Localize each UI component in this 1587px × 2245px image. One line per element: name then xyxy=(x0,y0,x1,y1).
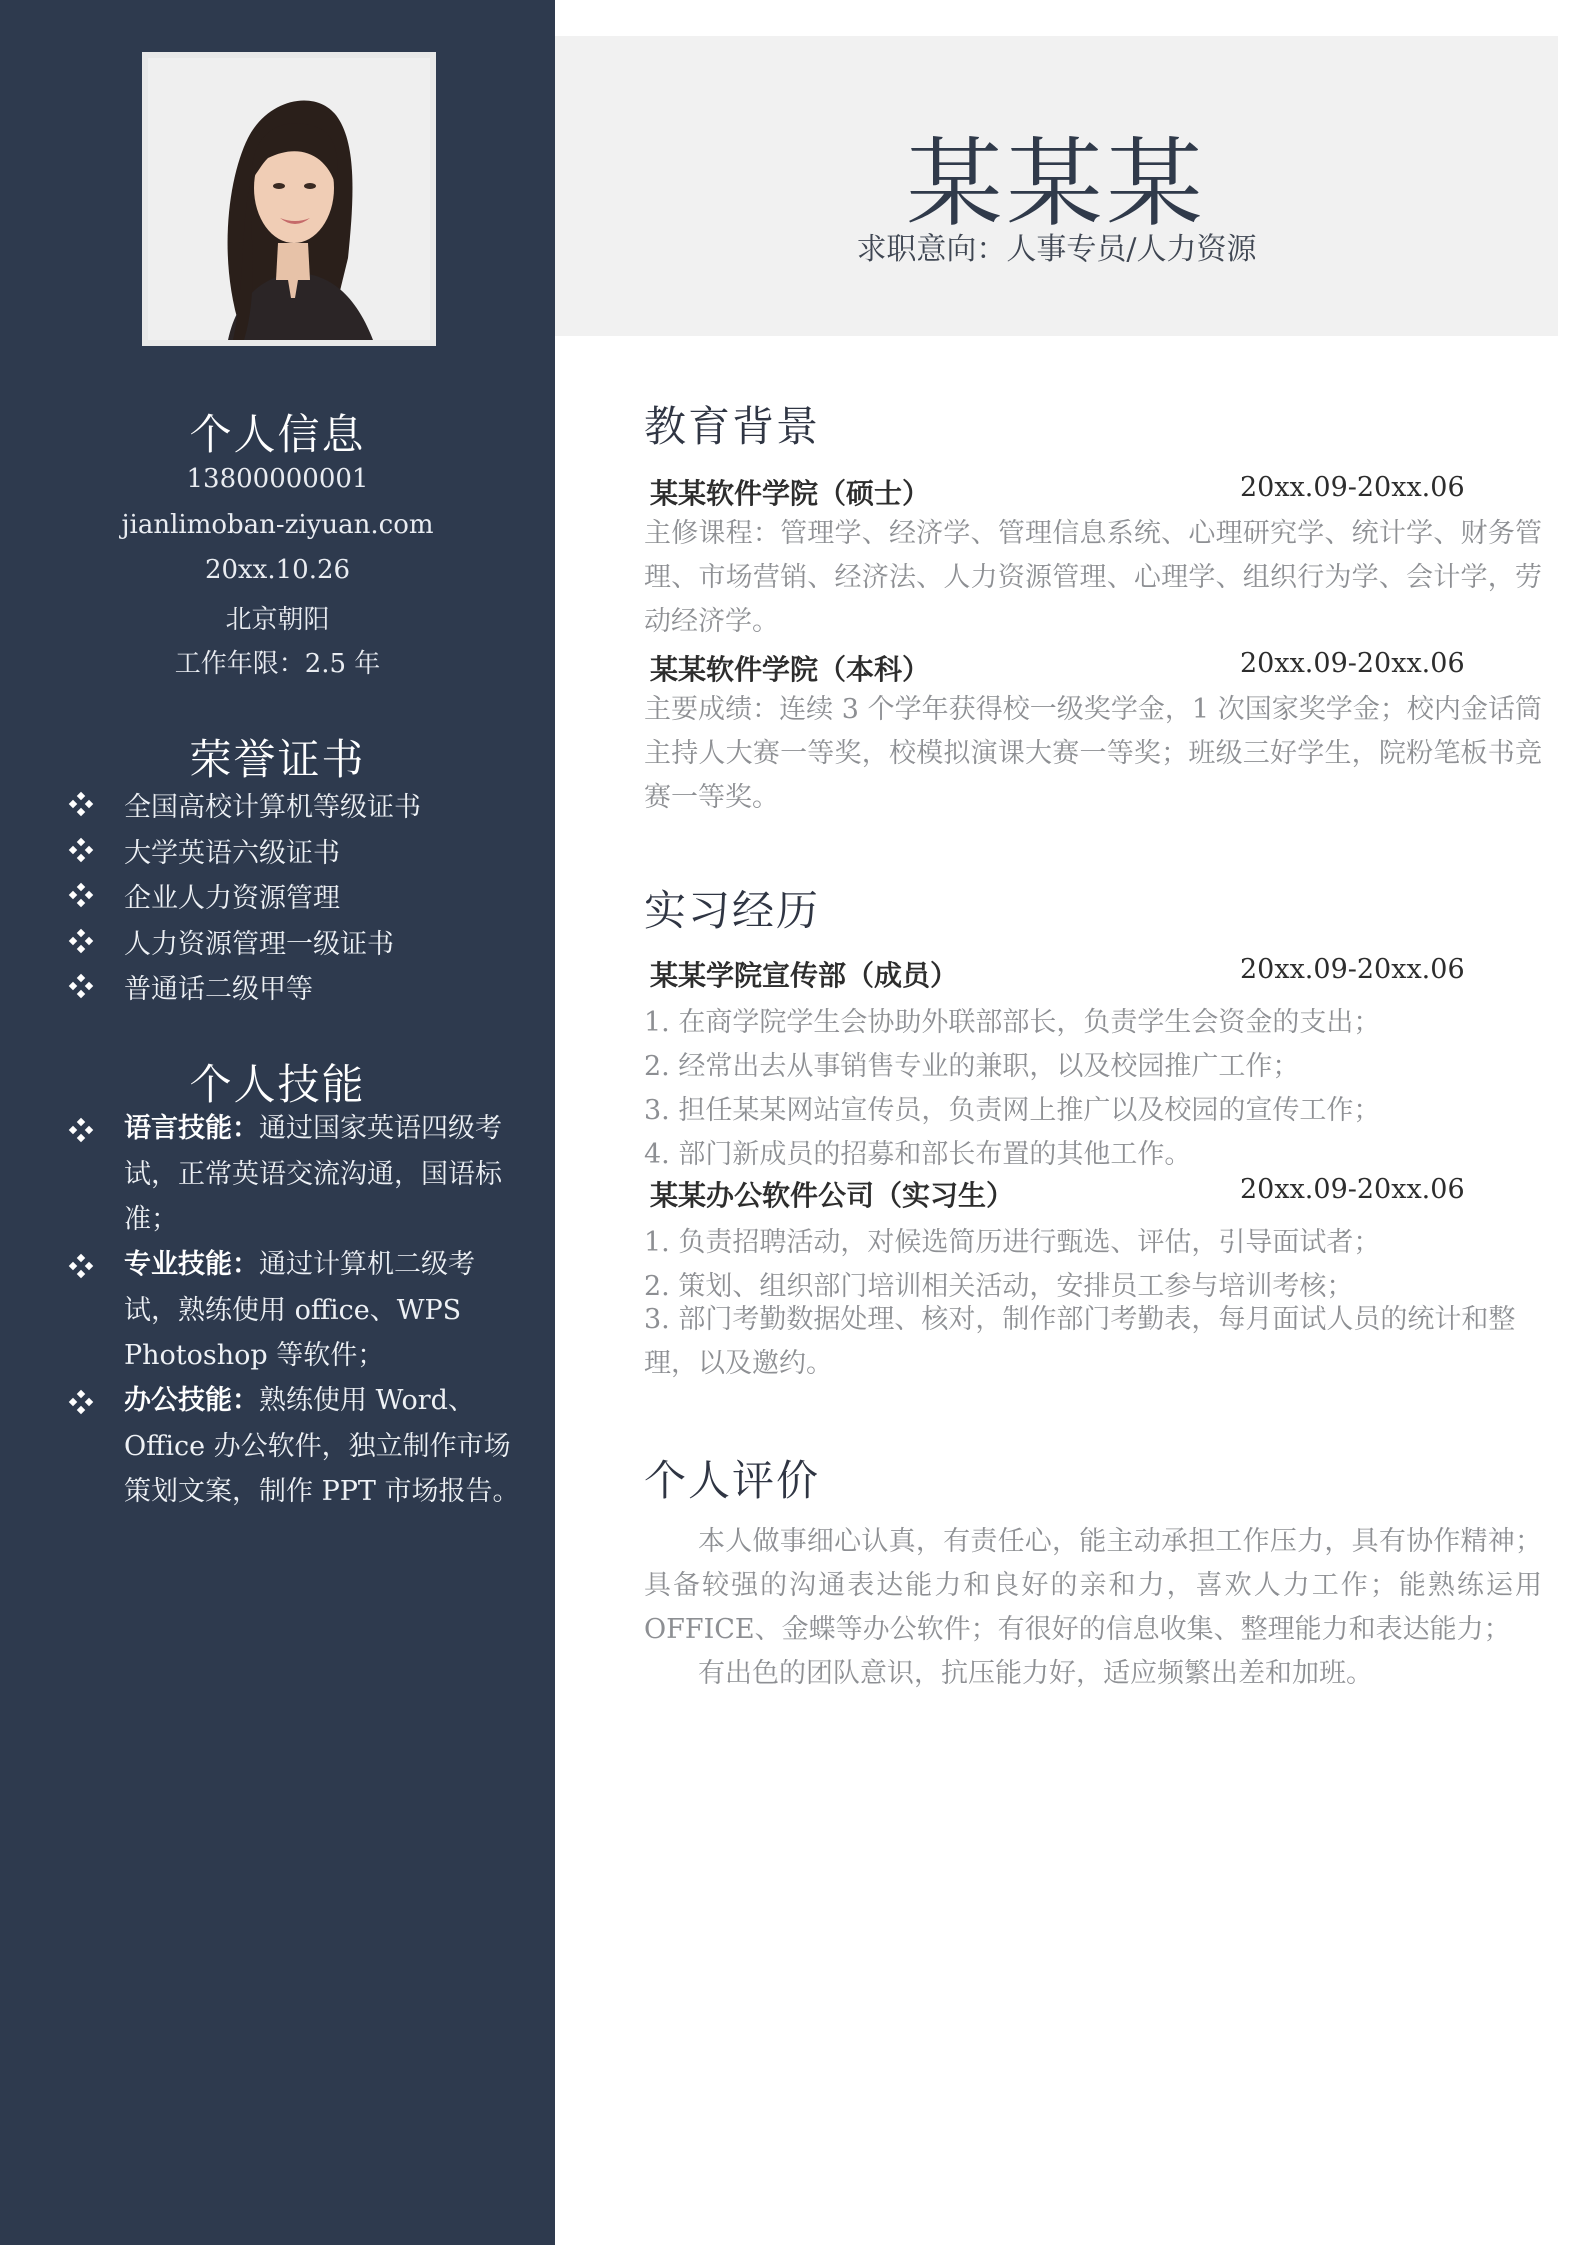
birth-date: 20xx.10.26 xyxy=(204,555,351,585)
skill-label: 语言技能： xyxy=(124,1113,259,1144)
internship-duty: 1. 负责招聘活动，对候选简历进行甄选、评估，引导面试者； xyxy=(644,1227,1381,1258)
cert-item: 全国高校计算机等级证书 xyxy=(124,792,421,823)
skill-text: 通过国家英语四级考试，正常英语交流沟通，国语标准； xyxy=(124,1113,502,1235)
internship-title: 实习经历 xyxy=(644,886,821,935)
diamond-bullet-icon xyxy=(68,791,94,817)
education-school: 某某软件学院（硕士） xyxy=(650,477,931,510)
sidebar xyxy=(0,0,555,2245)
profile-photo xyxy=(142,52,436,346)
internship-org: 某某学院宣传部（成员） xyxy=(650,959,959,992)
skill-label: 专业技能： xyxy=(124,1249,259,1280)
skill-item-language xyxy=(124,1106,524,1243)
diamond-bullet-icon xyxy=(68,928,94,954)
internship-duty: 2. 策划、组织部门培训相关活动，安排员工参与培训考核； xyxy=(644,1271,1354,1302)
diamond-bullet-icon xyxy=(68,1117,94,1143)
evaluation-paragraph: 本人做事细心认真，有责任心，能主动承担工作压力，具有协作精神；具备较强的沟通表达能力和良好的亲和力，喜欢人力工作；能熟练运用OFFICE、金蝶等办公软件；有很好的信息收集、整理能力和表达能力； xyxy=(644,1526,1542,1645)
education-description: 主修课程：管理学、经济学、管理信息系统、心理研究学、统计学、财务管理、市场营销、经济法、人力资源管理、心理学、组织行为学、会计学，劳动经济学。 xyxy=(644,518,1542,637)
skill-text: 熟练使用 Word、Office 办公软件，独立制作市场策划文案，制作 PPT 市场报告。 xyxy=(124,1385,520,1507)
evaluation-title: 个人评价 xyxy=(644,1456,821,1505)
cert-item: 大学英语六级证书 xyxy=(124,838,340,869)
internship-duty: 4. 部门新成员的招募和部长布置的其他工作。 xyxy=(644,1139,1192,1170)
skill-label: 办公技能： xyxy=(124,1385,259,1416)
skill-item-office xyxy=(124,1378,524,1515)
evaluation-paragraph: 有出色的团队意识，抗压能力好，适应频繁出差和加班。 xyxy=(698,1658,1373,1689)
internship-date: 20xx.09-20xx.06 xyxy=(1240,954,1465,985)
diamond-bullet-icon xyxy=(68,973,94,999)
job-objective: 求职意向：人事专员/人力资源 xyxy=(856,232,1257,267)
internship-duty: 3. 担任某某网站宣传员，负责网上推广以及校园的宣传工作； xyxy=(644,1095,1381,1126)
internship-duty: 3. 部门考勤数据处理、核对，制作部门考勤表，每月面试人员的统计和整理，以及邀约。 xyxy=(644,1304,1516,1379)
diamond-bullet-icon xyxy=(68,1389,94,1415)
education-date: 20xx.09-20xx.06 xyxy=(1240,472,1465,503)
work-experience-years: 工作年限：2.5 年 xyxy=(174,649,381,679)
cert-item: 普通话二级甲等 xyxy=(124,974,313,1005)
education-title: 教育背景 xyxy=(644,402,821,451)
internship-duty: 1. 在商学院学生会协助外联部部长，负责学生会资金的支出； xyxy=(644,1007,1381,1038)
location: 北京朝阳 xyxy=(225,605,330,635)
education-date: 20xx.09-20xx.06 xyxy=(1240,648,1465,679)
skill-text: 通过计算机二级考试，熟练使用 office、WPS Photoshop 等软件； xyxy=(124,1249,475,1371)
diamond-bullet-icon xyxy=(68,882,94,908)
diamond-bullet-icon xyxy=(68,1253,94,1279)
website: jianlimoban-ziyuan.com xyxy=(121,510,434,540)
internship-org: 某某办公软件公司（实习生） xyxy=(650,1179,1015,1212)
cert-item: 人力资源管理一级证书 xyxy=(124,929,394,960)
cert-item: 企业人力资源管理 xyxy=(124,883,340,914)
internship-duty: 2. 经常出去从事销售专业的兼职，以及校园推广工作； xyxy=(644,1051,1300,1082)
skills-title: 个人技能 xyxy=(189,1060,366,1109)
diamond-bullet-icon xyxy=(68,837,94,863)
skill-item-professional xyxy=(124,1242,524,1379)
internship-date: 20xx.09-20xx.06 xyxy=(1240,1174,1465,1205)
personal-info-title: 个人信息 xyxy=(189,410,366,459)
certificates-title: 荣誉证书 xyxy=(189,735,366,784)
education-description: 主要成绩：连续 3 个学年获得校一级奖学金，1 次国家奖学金；校内金话筒主持人大赛一等奖，校模拟演课大赛一等奖；班级三好学生，院粉笔板书竞赛一等奖。 xyxy=(644,694,1542,813)
candidate-name: 某某某 xyxy=(906,128,1207,240)
education-school: 某某软件学院（本科） xyxy=(650,653,931,686)
phone-number: 13800000001 xyxy=(186,464,369,494)
